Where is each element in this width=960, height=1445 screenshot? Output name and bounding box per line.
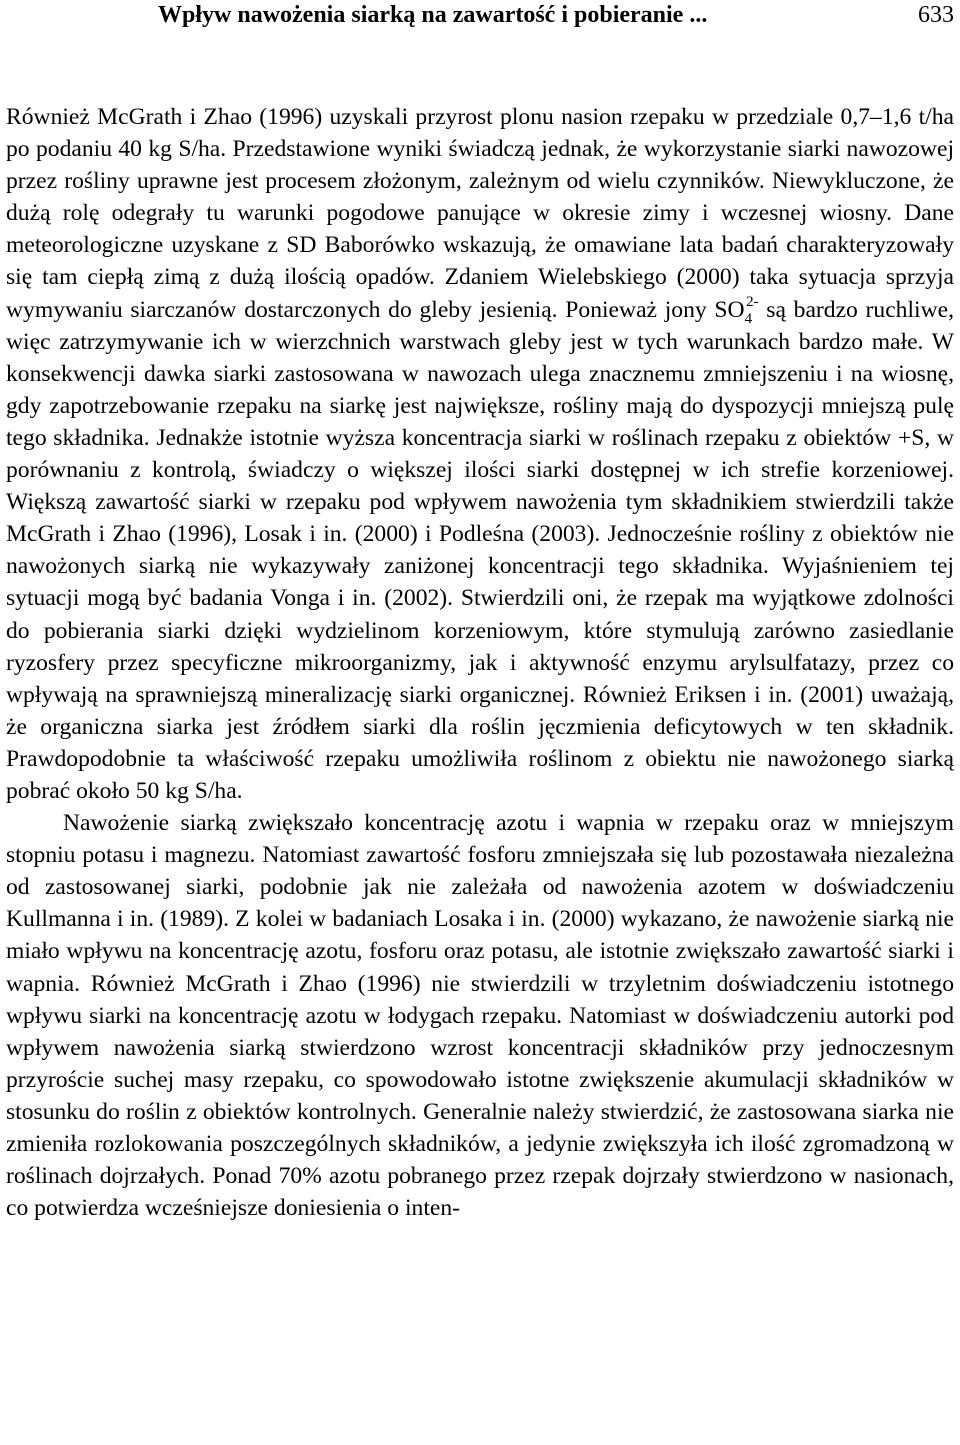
paragraph-1 [6,101,954,807]
sulfate-subscript: 4 [744,310,753,327]
paragraph-1-part-a: Również McGrath i Zhao (1996) uzyskali przyrost plonu nasion rzepaku w przedziale 0,7–1,6 t/ha po podaniu 40 kg S/ha. Przedstawione wyniki świadczą jednak, że wykorzystanie siarki nawozowej przez rośliny uprawne jest procesem złożonym, zależnym od wielu czynników. Niewykluczone, że dużą rolę odegrały tu warunki pogodowe panujące w okresie zimy i wczesnej wiosny. Dane meteorologiczne uzyskane z SD Baborówko wskazują, że omawiane lata badań charakteryzowały się tam ciepłą zimą z dużą ilością opadów. Zdaniem Wielebskiego (2000) taka sytuacja sprzyja wymywaniu siarczanów dostarczonych do gleby jesienią. Ponieważ jony SO [6,104,954,323]
paragraph-2: Nawożenie siarką zwiększało koncentrację azotu i wapnia w rzepaku oraz w mniejszym stopniu potasu i magnezu. Natomiast zawartość fosforu zmniejszała się lub pozostawała niezależna od zastosowanej siarki, podobnie jak nie zależała od nawożenia azotem w doświadczeniu Kullmanna i in. (1989). Z kolei w badaniach Losaka i in. (2000) wykazano, że nawożenie siarką nie miało wpływu na koncentrację azotu, fosforu oraz potasu, ale istotnie zwiększało zawartość siarki i wapnia. Również McGrath i Zhao (1996) nie stwierdzili w trzyletnim doświadczeniu istotnego wpływu siarki na koncentrację azotu w łodygach rzepaku. Natomiast w doświadczeniu autorki pod wpływem nawożenia siarką stwierdzono wzrost koncentracji składników przy jednoczesnym przyroście suchej masy rzepaku, co spowodowało istotne zwiększenie akumulacji składników w stosunku do roślin z obiektów kontrolnych. Generalnie należy stwierdzić, że zastosowana siarka nie zmieniła rozlokowania poszczególnych składników, a jedynie zwiększyła ich ilość zgromadzoną w roślinach dojrzałych. Ponad 70% azotu pobranego przez rzepak dojrzały stwierdzono w nasionach, co potwierdza wcześniejsze doniesienia o inten- [6,810,954,1222]
paragraph-1-part-b: są bardzo ruchliwe, więc zatrzymywanie ich w wierzchnich warstwach gleby jest w tych warunkach bardzo małe. W konsekwencji dawka siarki zastosowana w nawozach ulega znacznemu zmniejszeniu i na wiosnę, gdy zapotrzebowanie rzepaku na siarkę jest największe, rośliny mają do dyspozycji mniejszą pulę tego składnika. Jednakże istotnie wyższa koncentracja siarki w roślinach rzepaku z obiektów +S, w porównaniu z kontrolą, świadczy o większej ilości siarki dostępnej w ich strefie korzeniowej. Większą zawartość siarki w rzepaku pod wpływem nawożenia tym składnikiem stwierdzili także McGrath i Zhao (1996), Losak i in. (2000) i Podleśna (2003). Jednocześnie rośliny z obiektów nie nawożonych siarką nie wykazywały zaniżonej koncentracji tego składnika. Wyjaśnieniem tej sytuacji mogą być badania Vonga i in. (2002). Stwierdzili oni, że rzepak ma wyjątkowe zdolności do pobierania siarki dzięki wydzielinom korzeniowym, które stymulują zarówno zasiedlanie ryzosfery przez specyficzne mikroorganizmy, jak i aktywność enzymu arylsulfatazy, przez co wpływają na sprawniejszą mineralizację siarki organicznej. Również Eriksen i in. (2001) uważają, że organiczna siarka jest źródłem siarki dla roślin jęczmienia deficytowych w ten składnik. Prawdopodobnie ta właściwość rzepaku umożliwiła roślinom z obiektu nie nawożonego siarką pobrać około 50 kg S/ha. [6,296,954,804]
sulfate-superscript: 2- [746,293,759,310]
page-number: 633 [918,2,954,28]
body-text [6,101,954,1224]
running-header [6,0,954,44]
document-page [6,0,954,1222]
running-title: Wpływ nawożenia siarką na zawartość i pobieranie ... [158,2,708,28]
